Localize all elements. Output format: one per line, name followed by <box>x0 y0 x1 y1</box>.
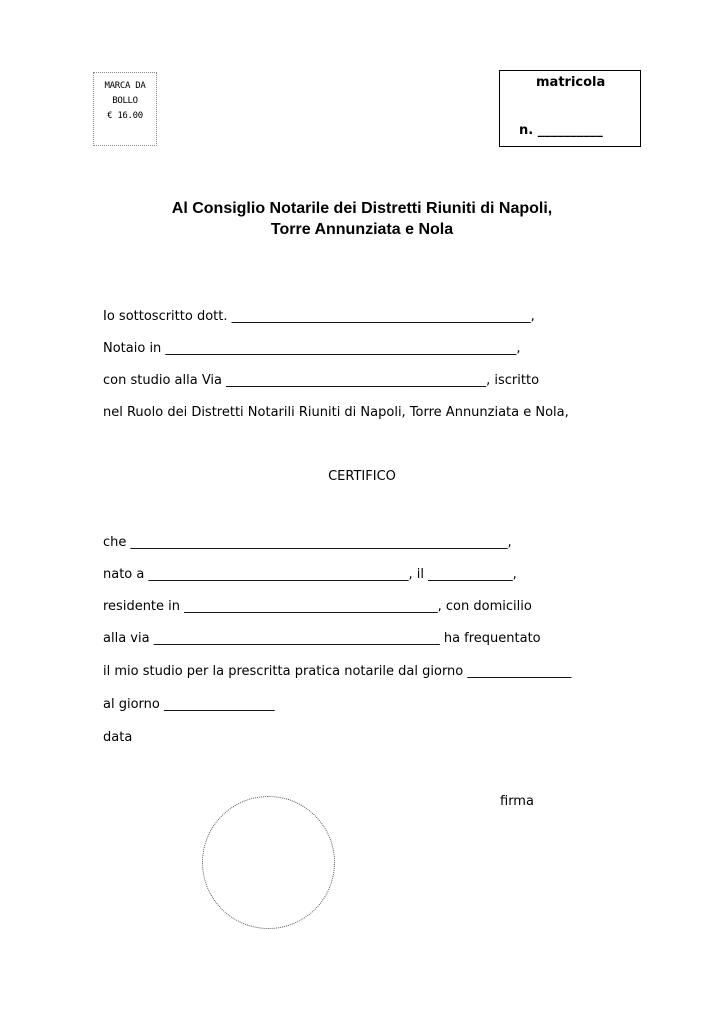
che-line[interactable]: che __________________________________________________________, <box>103 535 512 550</box>
studio-dal-giorno-line[interactable]: il mio studio per la prescritta pratica notarile dal giorno ________________ <box>103 664 572 679</box>
via-line[interactable]: alla via ____________________________________________ ha frequentato <box>103 631 541 646</box>
nato-line[interactable]: nato a ________________________________________, il _____________, <box>103 567 517 582</box>
firma-label: firma <box>500 794 534 809</box>
title-line-1: Al Consiglio Notarile dei Distretti Riuniti di Napoli, <box>171 200 553 217</box>
matricola-label: matricola <box>536 75 606 90</box>
certifico-heading: CERTIFICO <box>328 469 396 484</box>
title-line-2: Torre Annunziata e Nola <box>270 221 454 238</box>
matricola-box <box>499 70 641 147</box>
seal-circle <box>202 796 335 929</box>
stamp-line-1: MARCA DA <box>104 81 146 91</box>
ruolo-line: nel Ruolo dei Distretti Notarili Riuniti di Napoli, Torre Annunziata e Nola, <box>103 405 569 420</box>
residente-line[interactable]: residente in _______________________________________, con domicilio <box>103 599 532 614</box>
data-label: data <box>103 730 133 745</box>
revenue-stamp-box <box>93 72 157 146</box>
stamp-line-2: BOLLO <box>112 96 138 106</box>
document-title <box>0 198 724 240</box>
stamp-line-3: € 16.00 <box>107 111 143 121</box>
matricola-number-field[interactable]: n. __________ <box>519 123 603 138</box>
al-giorno-line[interactable]: al giorno _________________ <box>103 697 275 712</box>
sottoscritto-line[interactable]: Io sottoscritto dott. ______________________________________________, <box>103 309 535 324</box>
notaio-line[interactable]: Notaio in ______________________________________________________, <box>103 341 521 356</box>
studio-line[interactable]: con studio alla Via ________________________________________, iscritto <box>103 373 540 388</box>
